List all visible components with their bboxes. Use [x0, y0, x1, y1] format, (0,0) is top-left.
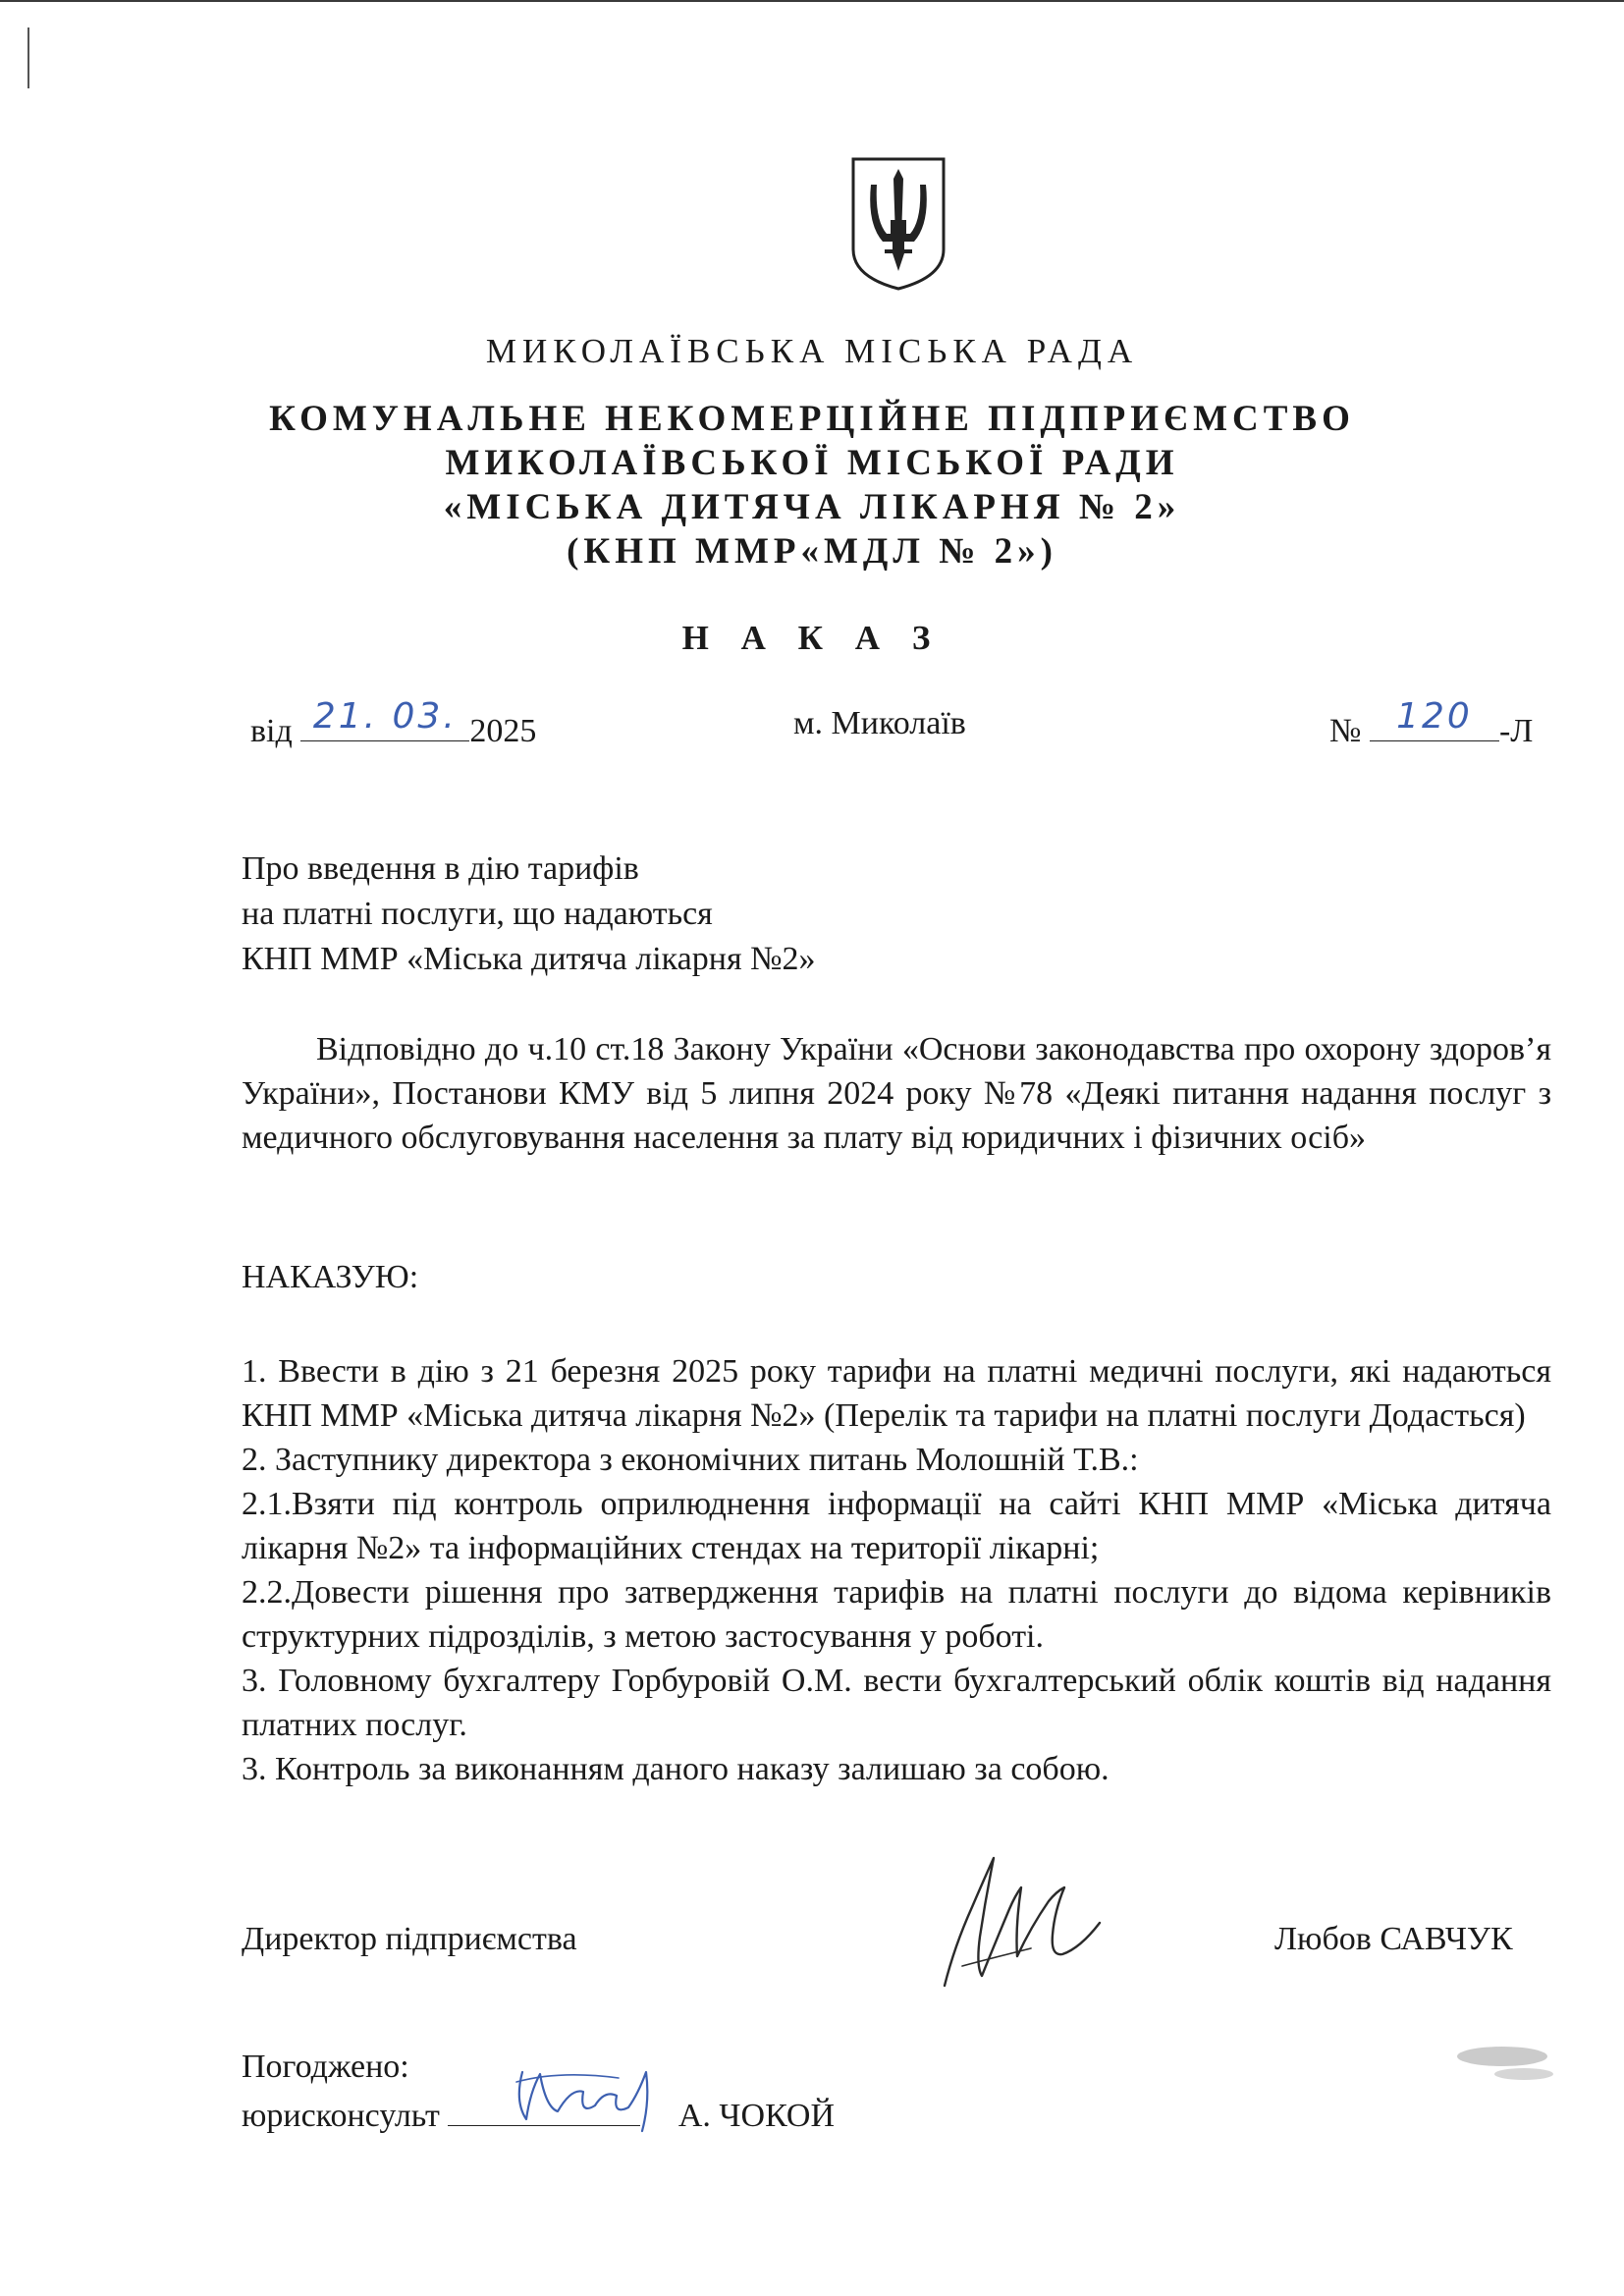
legal-name: А. ЧОКОЙ: [677, 2098, 836, 2134]
order-item: 3. Контроль за виконанням даного наказу залишаю за собою.: [242, 1751, 1110, 1787]
scan-smudge: [1443, 2033, 1571, 2092]
order-city: м. Миколаїв: [793, 705, 966, 741]
organization-name-line-3: «МІСЬКА ДИТЯЧА ЛІКАРНЯ № 2»: [443, 487, 1181, 527]
subject-line: на платні послуги, що надаються: [242, 896, 713, 932]
number-blank: [1370, 696, 1499, 741]
number-prefix: №: [1329, 713, 1362, 749]
order-subject: [242, 847, 816, 982]
preamble-paragraph: Відповідно до ч.10 ст.18 Закону України «Основи законодавства про охорону здоров’я України», Постанови КМУ від 5 липня 2024 року №78 «Деякі питання надання послуг з медичного обслуговування населення за плату від юридичних і фізичних осіб»: [242, 1031, 1551, 1156]
scan-left-mark: [27, 27, 29, 88]
order-item: 2.1.Взяти під контроль оприлюднення інформації на сайті КНП ММР «Міська дитяча лікарня №2» та інформаційних стендах на території лікарні;: [242, 1486, 1551, 1566]
legal-role: юрисконсульт: [242, 2098, 440, 2134]
number-handwritten: 120: [1396, 696, 1473, 737]
date-year: 2025: [469, 713, 537, 749]
director-name: Любов САВЧУК: [1274, 1921, 1513, 1957]
date-handwritten: 21. 03.: [312, 696, 458, 737]
organization-name-line-2: МИКОЛАЇВСЬКОЇ МІСЬКОЇ РАДИ: [445, 443, 1179, 483]
trident-coat-of-arms-icon: [849, 155, 947, 293]
organization-name-line-1: КОМУНАЛЬНЕ НЕКОМЕРЦІЙНЕ ПІДПРИЄМСТВО: [269, 399, 1355, 439]
approval-label: Погоджено:: [242, 2049, 409, 2085]
order-date: [250, 696, 537, 750]
city-council-name: МИКОЛАЇВСЬКА МІСЬКА РАДА: [485, 332, 1139, 370]
director-role: Директор підприємства: [242, 1921, 577, 1957]
order-items: [242, 1349, 1551, 1791]
document-title: Н А К А З: [681, 619, 943, 657]
decree-word: НАКАЗУЮ:: [242, 1259, 419, 1295]
order-number: [1329, 696, 1534, 750]
order-item: 1. Ввести в дію з 21 березня 2025 року тарифи на платні медичні послуги, які надаються КНП ММР «Міська дитяча лікарня №2» (Перелік та тарифи на платні послуги Додасться): [242, 1353, 1551, 1434]
date-blank: [300, 696, 469, 741]
subject-line: КНП ММР «Міська дитяча лікарня №2»: [242, 941, 816, 977]
director-signature: [933, 1838, 1119, 1995]
number-suffix: -Л: [1498, 713, 1534, 749]
order-item: 2.2.Довести рішення про затвердження тарифів на платні послуги до відома керівників структурних підрозділів, з метою застосування у роботі.: [242, 1574, 1551, 1655]
order-item: 2. Заступнику директора з економічних питань Молошній Т.В.:: [242, 1442, 1139, 1478]
order-item: 3. Головному бухгалтеру Горбуровій О.М. вести бухгалтерський облік коштів від надання платних послуг.: [242, 1663, 1551, 1743]
date-prefix: від: [250, 713, 293, 749]
subject-line: Про введення в дію тарифів: [242, 850, 639, 887]
scan-top-border: [0, 0, 1624, 2]
organization-short-name: (КНП ММР«МДЛ № 2»): [567, 531, 1057, 572]
legal-signature: [501, 2033, 668, 2141]
